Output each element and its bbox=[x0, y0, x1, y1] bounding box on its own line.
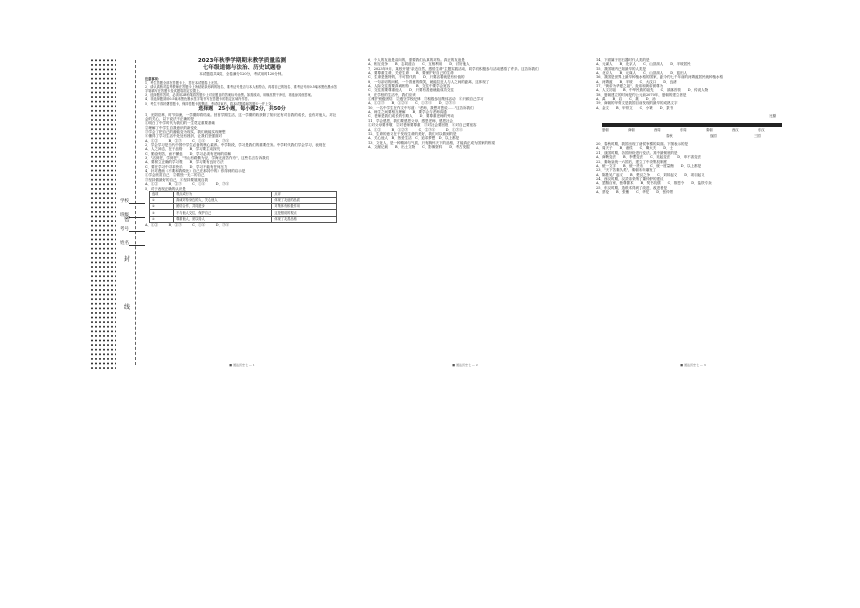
question-line: ③学会了把自己的潜能变为现实，我们就能实现理想 bbox=[145, 130, 226, 135]
question-line: 24．西汉时期，汉武帝采纳了董仲舒的建议 bbox=[596, 176, 664, 181]
seal-mark-feng: 封 bbox=[124, 256, 131, 263]
registration-dot-grid bbox=[90, 58, 116, 370]
question-line: C．要在学习中寻求快乐 D．学习不能有任何压力 bbox=[145, 164, 228, 169]
question-line: C．勤奋刻苦，而不懈怠 D．学习必须有老师的讲解 bbox=[145, 151, 231, 156]
table-row bbox=[150, 216, 337, 222]
table-cell: 真诚对待身边的人，关心他人 bbox=[174, 198, 272, 204]
question-line: A．①②③ B．①②④ C．①③④ D．②③④ bbox=[368, 101, 456, 106]
question-line: 9．在学校的生活中，我们应该 bbox=[368, 92, 416, 97]
note-4: 4．非选择题须用0.5毫米黑色墨水签字笔书写在答题卡的指定区域内作答。 bbox=[145, 97, 251, 102]
question-line: ①对父母要孝敬 ②对老师要尊重 ③对社会要回报 ④对自己要宽容 bbox=[368, 123, 477, 128]
table-header: 选项 bbox=[150, 191, 174, 197]
page-footer-1: ■ 道法历史七 — 1 bbox=[229, 362, 255, 367]
question-line: 5．对于表现正确的认识是 bbox=[145, 186, 186, 191]
table-cell: ① bbox=[150, 198, 174, 204]
question-line: A．北京人 B．元谋人 C．山顶洞人 D．蓝田人 bbox=[596, 71, 688, 76]
field-class: 班级 bbox=[120, 212, 145, 218]
table-cell: 体现了友善品格 bbox=[272, 216, 337, 222]
table-cell: 这是错误的观点 bbox=[272, 210, 337, 216]
question-list-1 bbox=[145, 113, 339, 191]
question-line: 16．我国是世界上最早种植水稻的国家，距今约七千年前的河姆渡居民就种植水稻 bbox=[596, 75, 723, 80]
exam-subtitle: 本试题卷共4页，全卷满分120分，考试用时120分钟。 bbox=[199, 72, 285, 76]
question-line: A．相互竞争 B．志同道合 C．互相利用 D．讨好他人 bbox=[368, 62, 470, 67]
question-line: 18．夏朝建立的时间是约公元前2070年，夏朝的建立者是 bbox=[596, 92, 687, 97]
timeline-era: 东周 bbox=[680, 128, 687, 133]
table-cell: 团结合作，共同进步 bbox=[174, 204, 272, 210]
section-heading: 选择题 25小题，每小题2分，共50分 bbox=[198, 105, 286, 112]
page-footer-2: ■ 道法历史七 — 2 bbox=[452, 362, 478, 367]
question-list-2 bbox=[368, 58, 562, 149]
question-line: A．①② B．②③ C．①④ D．③④ bbox=[145, 222, 230, 227]
timeline-label-top: 比额 bbox=[769, 114, 776, 119]
page-column-3 bbox=[596, 58, 790, 367]
question-line: A．关心他人 B．热爱生活 C．追求梦想 D．以上都是 bbox=[368, 136, 460, 141]
page-column-1 bbox=[145, 58, 339, 367]
note-3: 3．选择题作答时，必须用2B铅笔将答题卡上对应题目的答案标号涂黑。如需改动，用橡皮擦干净后，再选涂其他答案。 bbox=[145, 93, 314, 98]
binding-fields bbox=[120, 150, 148, 350]
question-line: A．①② B．①②③ C．②③④ D．①③④ bbox=[368, 127, 463, 132]
question-line: A．师生之间要相互理解 B．要学会与老师沟通 bbox=[368, 110, 447, 115]
question-line: ②理解了中学生自我意识的新变化 bbox=[145, 125, 198, 130]
seal-mark-xian: 线 bbox=[124, 304, 131, 311]
history-timeline bbox=[596, 112, 790, 140]
question-line: 22．秦始皇统一六国后，建立了中央集权制度 bbox=[596, 159, 667, 164]
question-line: C．生命是独特的，不可替代的 D．只要活着就是有价值的 bbox=[368, 75, 465, 80]
table-cell: 不与他人交往，保护自己 bbox=[174, 210, 272, 216]
question-line: 2．学会学习是当代中国中学生必备的核心素养。中学阶段，学习是我们的重要任务。中学时代我们学会学习，表现在 bbox=[145, 143, 326, 148]
question-line: ④懂得了学习生活中处处有挫折，让我们坚强面对 bbox=[145, 134, 222, 139]
seal-mark-mi: 密 bbox=[124, 216, 131, 223]
question-line: ①明白了中学时代为我们的一生奠定重要基础 bbox=[145, 121, 215, 126]
timeline-period: 三国 bbox=[754, 134, 761, 139]
question-line: A．河姆渡 B．半坡 C．大汶口 D．良渚 bbox=[596, 79, 677, 84]
question-line: A．人际交往需要真诚相待 B．交往中要学会宽容 bbox=[368, 84, 451, 89]
page-column-2 bbox=[368, 58, 562, 367]
table-header: 点评 bbox=[272, 191, 337, 197]
question-line: A．①② B．②③ C．①④ D．③④ bbox=[145, 182, 230, 187]
question-line: 14．下面属于旧石器时代人类的是 bbox=[596, 58, 650, 62]
question-line: 25．东汉时期，造纸术得到了改进，改进者是 bbox=[596, 185, 667, 190]
table-cell: ③ bbox=[150, 210, 174, 216]
exam-title-1: 2023年秋季学期期末教学质量监测 bbox=[197, 58, 287, 64]
question-line: A．文献记载 B．出土文物 C．影像资料 D．考古发掘 bbox=[368, 144, 470, 149]
table-cell: 体现了友谊的品质 bbox=[272, 198, 337, 204]
question-line: 4．针对漫画《不要和我做比》自己在那其中的》你得到的启示是 bbox=[145, 169, 246, 174]
table-cell: 尊重他人，宽以待人 bbox=[174, 216, 272, 222]
timeline-era: 西汉 bbox=[732, 128, 739, 133]
table-cell: ② bbox=[150, 204, 174, 210]
question-line: 12．生命的意义在于发现生命的美好，我们可以做到的是 bbox=[368, 131, 457, 136]
note-1: 1．考生答题全部在答题卡上，答在本试题卷上无效。 bbox=[145, 81, 221, 86]
table-header: 观点或行为 bbox=[174, 191, 272, 197]
question-line: A．人文初祖 B．中华民族的祖先 C．部落首领 D．传说人物 bbox=[596, 88, 709, 93]
table-cell: ④ bbox=[150, 216, 174, 222]
question-line: 3．"活到老，学到老"，"书山有路勤为径，学海无涯苦作舟"，这些名言告诉我们 bbox=[145, 156, 270, 161]
question-line: A．罢黜百家，独尊儒术 B．焚书坑儒 C．推恩令 D．盐铁专卖 bbox=[596, 181, 712, 186]
question-list-3b bbox=[596, 142, 790, 194]
question-line: A．金文 B．甲骨文 C．小篆 D．隶书 bbox=[596, 105, 674, 110]
question-line: 11．学会感恩，我们要感恩父母、感恩老师、感恩社会 bbox=[368, 118, 453, 123]
note-2: 2．请认真核对监考教师在答题卡上所粘贴条形码的姓名、准考证号是否与本人相符合，再将自己的姓名、准考证号用0.5毫米黑色墨水签字笔填写在答题卡及试题卷指定位置上。 bbox=[145, 85, 337, 94]
timeline-era: 东汉 bbox=[758, 128, 765, 133]
note-5: 5．考生不得折叠答题卡，保持答题卡的整洁，考试结束后，将本试题卷和答题卡一并上交。 bbox=[145, 101, 275, 106]
field-id: 考号 bbox=[120, 226, 145, 232]
question-5-table bbox=[149, 191, 337, 223]
notes-heading: 注意事项： bbox=[145, 77, 161, 81]
question-line: 7．2023年9月，某校开展"亲近自然，感悟生命"主题实践活动，同学们积极参与活动感悟了许多。这告诉我们 bbox=[368, 66, 539, 71]
timeline-period: 春秋 bbox=[666, 134, 673, 139]
question-line: A．要树立正确的学习观 B．学习要有良好方法 bbox=[145, 160, 224, 165]
question-line: A．陈胜吴广起义 B．楚汉之争 C．刘邦起义 D．项羽起义 bbox=[596, 172, 705, 177]
question-line: 20．春秋时期，我国出现了诸侯争霸的局面。下图表示的是 bbox=[596, 142, 688, 147]
page-footer-3: ■ 道法历史七 — 3 bbox=[680, 362, 706, 367]
question-line: 1．光阴荏苒，时节如流，一学期即将结束。回首学期生活，这一学期的收获除了知识还有对自我的成长，也有对他人、对社会的关心，以下说法不正确的是 bbox=[145, 112, 337, 121]
question-line: A．统一文字 B．统一货币 C．统一度量衡 D．以上都是 bbox=[596, 163, 702, 168]
question-line: A．人之神态，在于品格 B．学习要主动探究 bbox=[145, 147, 221, 152]
question-line: A．周天子 B．诸侯 C．卿大夫 D．士 bbox=[596, 146, 674, 151]
question-line: A．元谋人 B．北京人 C．山顶洞人 D．半坡居民 bbox=[596, 62, 691, 67]
question-line: A．商鞅变法 B．李悝变法 C．吴起变法 D．申不害变法 bbox=[596, 155, 702, 160]
question-line: 23．"天下苦秦久矣"，秦朝末年爆发了 bbox=[596, 168, 657, 173]
field-name: 姓名 bbox=[120, 240, 145, 246]
question-line: ①学会欣赏自己 ②做独一无二的自己 bbox=[145, 173, 205, 178]
question-list-1b bbox=[145, 223, 339, 227]
question-line: 15．我国境内已知最早的人类是 bbox=[596, 66, 646, 71]
question-line: C．老师是我们成长的引路人 D．要尊重老师的劳动 bbox=[368, 114, 454, 119]
timeline-bar bbox=[602, 123, 782, 127]
question-list-3a bbox=[596, 58, 790, 110]
exam-title-2: 七年级道德与法治、历史试题卷 bbox=[202, 65, 282, 71]
timeline-era: 夏朝 bbox=[602, 128, 609, 133]
question-line: C．交往需要尊重他人 D．只要有善意就能成功交往 bbox=[368, 88, 454, 93]
question-line: 21．战国时期，各国纷纷进行变法。其中最彻底的是 bbox=[596, 150, 678, 155]
question-line: A．蔡伦 B．张衡 C．华佗 D．张仲景 bbox=[596, 189, 674, 194]
timeline-era: 秦朝 bbox=[706, 128, 713, 133]
timeline-era: 商朝 bbox=[628, 128, 635, 133]
question-line: ③坚持做最好的自己 ④坚持要展现自我 bbox=[145, 177, 208, 182]
question-line: A．要尊重生命，关爱生命 B．要保护好自己的生命 bbox=[368, 71, 454, 76]
question-line: 6．个人的友谊是双向的，需要我们认真的对待。真正的友谊是 bbox=[368, 58, 465, 62]
question-line: 17．"黄帝为华夏之祖"，炎帝和黄帝被尊为 bbox=[596, 84, 664, 89]
question-line: A．禹 B．启 C．桀 D．汤 bbox=[596, 97, 656, 102]
question-line: 13．文化人，是一种精神与气质，只有胸怀天下的品格，才能真正成为国家的栋梁 bbox=[368, 140, 495, 145]
question-line: 8．一句亲切的问候，一个善意的微笑，就能拉近人与人之间的距离，这体现了 bbox=[368, 79, 490, 84]
question-line: ①维护班级团结 ②遵守学校纪律 ③积极参加集体活动 ④只顾自己学习 bbox=[368, 97, 484, 102]
timeline-period: 战国 bbox=[710, 134, 717, 139]
question-line: 10．一名中学生在作文中写道："老师，我想对您说……"这告诉我们 bbox=[368, 105, 474, 110]
field-school: 学校 bbox=[120, 198, 145, 204]
timeline-era: 西周 bbox=[654, 128, 661, 133]
question-line: A．①② B．②③ C．①④ D．③④ bbox=[145, 138, 230, 143]
table-cell: 对集体有积极作用 bbox=[272, 204, 337, 210]
question-line: 19．商朝的甲骨文是我国目前发现的最早的成熟文字 bbox=[596, 101, 678, 106]
